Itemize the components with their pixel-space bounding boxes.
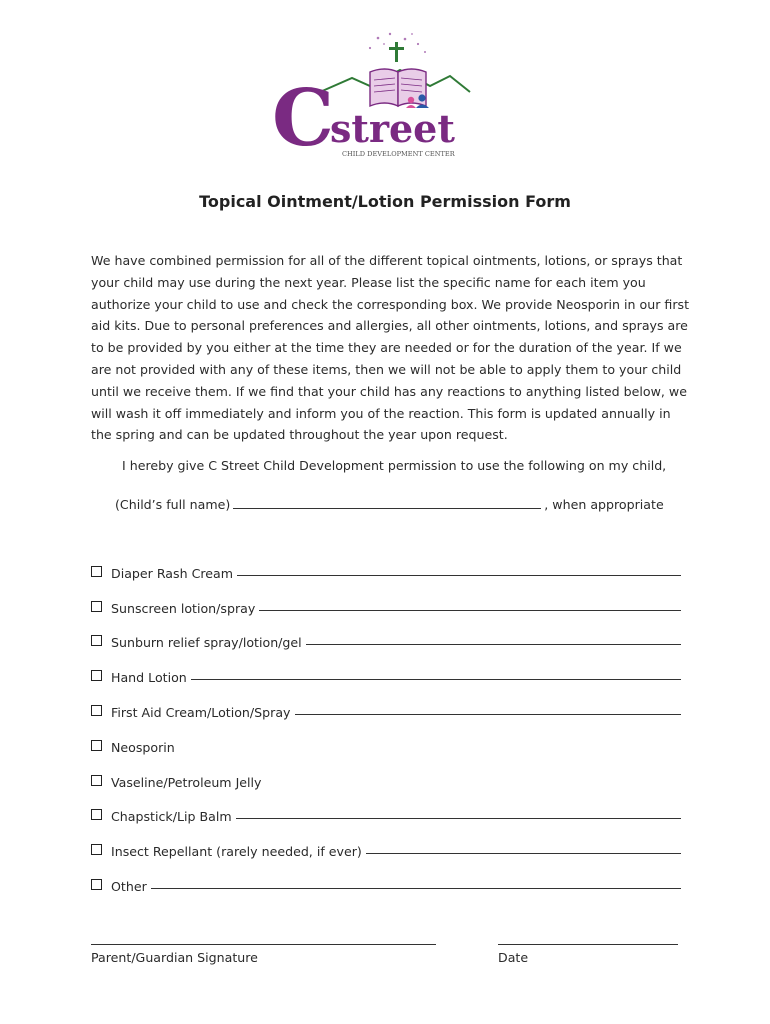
item-name-field[interactable]: [306, 643, 681, 645]
checkbox[interactable]: [91, 705, 102, 716]
form-title: Topical Ointment/Lotion Permission Form: [199, 192, 571, 211]
checklist-item: [91, 790, 681, 825]
item-name-field[interactable]: [259, 609, 681, 611]
logo-word-street: street: [330, 106, 455, 151]
checklist-item-label: Chapstick/Lip Balm: [111, 809, 232, 825]
item-name-field[interactable]: [191, 678, 681, 680]
checkbox[interactable]: [91, 740, 102, 751]
signature-line[interactable]: [91, 944, 436, 946]
checkbox[interactable]: [91, 601, 102, 612]
child-name-suffix: , when appropriate: [544, 497, 664, 512]
checklist-item: [91, 581, 681, 616]
checkbox[interactable]: [91, 670, 102, 681]
item-name-field[interactable]: [236, 817, 681, 819]
logo-letter-c: C: [272, 73, 335, 164]
checklist-item-label: Neosporin: [111, 739, 175, 755]
checkbox[interactable]: [91, 566, 102, 577]
checklist-item-label: First Aid Cream/Lotion/Spray: [111, 704, 291, 720]
checkbox[interactable]: [91, 775, 102, 786]
checkbox[interactable]: [91, 809, 102, 820]
intro-paragraph: [91, 250, 691, 446]
item-name-field[interactable]: [237, 574, 681, 576]
child-name-label: (Child’s full name): [115, 497, 231, 512]
checklist-item: [91, 859, 681, 894]
child-name-row: [115, 494, 664, 512]
checklist-item-label: Sunburn relief spray/lotion/gel: [111, 635, 302, 651]
permission-statement: I hereby give C Street Child Development permission to use the following on my child,: [122, 458, 667, 473]
checklist-item: [91, 824, 681, 859]
checkbox[interactable]: [91, 879, 102, 890]
signature-label: Parent/Guardian Signature: [91, 950, 258, 965]
date-label: Date: [498, 950, 529, 965]
checklist-item-label: Hand Lotion: [111, 670, 187, 686]
checklist-item: [91, 755, 681, 790]
intro-text: We have combined permission for all of the different topical ointments, lotions, or sprays that your child may use during the next year. Please list the specific name for each item you authorize your child to use and check the corresponding box. We provide Neosporin in our first aid kits. Due to personal preferences and allergies, all other ointments, lotions, and sprays are to be provided by you either at the time they are needed or for the duration of the year. If we are not provided with any of these items, then we will not be able to apply them to your child until we receive them. If we find that your child has any reactions to anything listed below, we will wash it off immediately and inform you of the reaction. This form is updated annually in the spring and can be updated throughout the year upon request.: [91, 253, 690, 443]
c-street-logo: [270, 30, 500, 165]
checklist-item: [91, 650, 681, 685]
item-name-field[interactable]: [366, 852, 681, 854]
checklist-item: [91, 546, 681, 581]
item-name-field[interactable]: [295, 713, 682, 715]
checklist-item-label: Sunscreen lotion/spray: [111, 600, 256, 616]
checklist-item-label: Other: [111, 878, 147, 894]
date-line[interactable]: [498, 944, 678, 946]
checklist-item-label: Insect Repellant (rarely needed, if ever): [111, 844, 362, 860]
child-name-field[interactable]: [233, 494, 541, 509]
checklist-item-label: Diaper Rash Cream: [111, 565, 234, 581]
checklist-item-label: Vaseline/Petroleum Jelly: [111, 774, 262, 790]
checklist-item: [91, 616, 681, 651]
checkbox[interactable]: [91, 844, 102, 855]
checkbox[interactable]: [91, 635, 102, 646]
checklist-item: [91, 685, 681, 720]
item-checklist: [91, 546, 681, 894]
checklist-item: [91, 720, 681, 755]
item-name-field[interactable]: [151, 887, 681, 889]
logo-subtitle: CHILD DEVELOPMENT CENTER: [342, 150, 455, 158]
